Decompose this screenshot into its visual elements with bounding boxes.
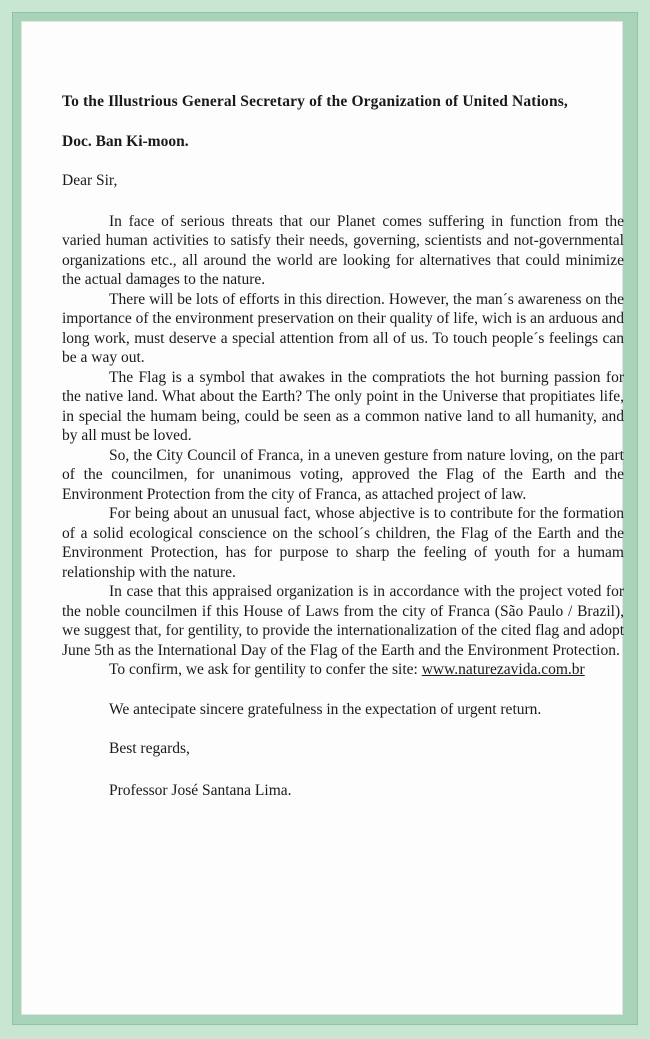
letter-page xyxy=(22,22,622,1014)
paragraph-1: In face of serious threats that our Planet comes suffering in function from the varied human activities to satisfy their needs, governing, scientists and not-governmental organizations etc., all around the world are looking for alternatives that could minimize the actual damages to the nature. xyxy=(62,212,624,288)
website-link[interactable]: www.naturezavida.com.br xyxy=(421,661,585,678)
paragraph-4: So, the City Council of Franca, in a uneven gesture from nature loving, on the part of the councilmen, for unanimous voting, approved the Flag of the Earth and the Environment Protection from the city of Franca, as attached project of law. xyxy=(62,446,624,503)
paragraph-6: In case that this appraised organization is in accordance with the project voted for the noble councilmen if this House of Laws from the city of Franca (São Paulo / Brazil), we suggest that, for gentility, to provide the internationalization of the cited flag and adopt June 5th as the International Day of the Flag of the Earth and the Environment Protection. xyxy=(62,583,624,659)
signature: Professor José Santana Lima. xyxy=(109,781,292,799)
letter-body xyxy=(62,92,624,800)
paragraph-2: There will be lots of efforts in this direction. However, the man´s awareness on the importance of the environment preservation on their quality of life, wich is an arduous and long work, must deserve a special attention from all of us. To touch people´s feelings can be a way out. xyxy=(62,290,624,366)
paragraph-5: For being about an unusual fact, whose abjective is to contribute for the formation of a solid ecological conscience on the school´s children, the Flag of the Earth and the Environment Protection, has for purpose to sharp the feeling of youth for a humam relationship with the nature. xyxy=(62,505,624,581)
paragraph-3: The Flag is a symbol that awakes in the compratiots the hot burning passion for the native land. What about the Earth? The only point in the Universe that propitiates life, in special the humam being, could be seen as a common native land to all humanity, and by all must be loved. xyxy=(62,368,624,444)
confirm-paragraph xyxy=(62,660,624,680)
regards: Best regards, xyxy=(109,740,190,757)
confirm-text: To confirm, we ask for gentility to confer the site: xyxy=(109,661,418,678)
salutation: Dear Sir, xyxy=(62,172,118,189)
recipient-line: To the Illustrious General Secretary of the Organization of United Nations, xyxy=(62,93,568,110)
closing-paragraph: We antecipate sincere gratefulness in the expectation of urgent return. xyxy=(109,700,542,718)
recipient-name: Doc. Ban Ki-moon. xyxy=(62,132,189,150)
